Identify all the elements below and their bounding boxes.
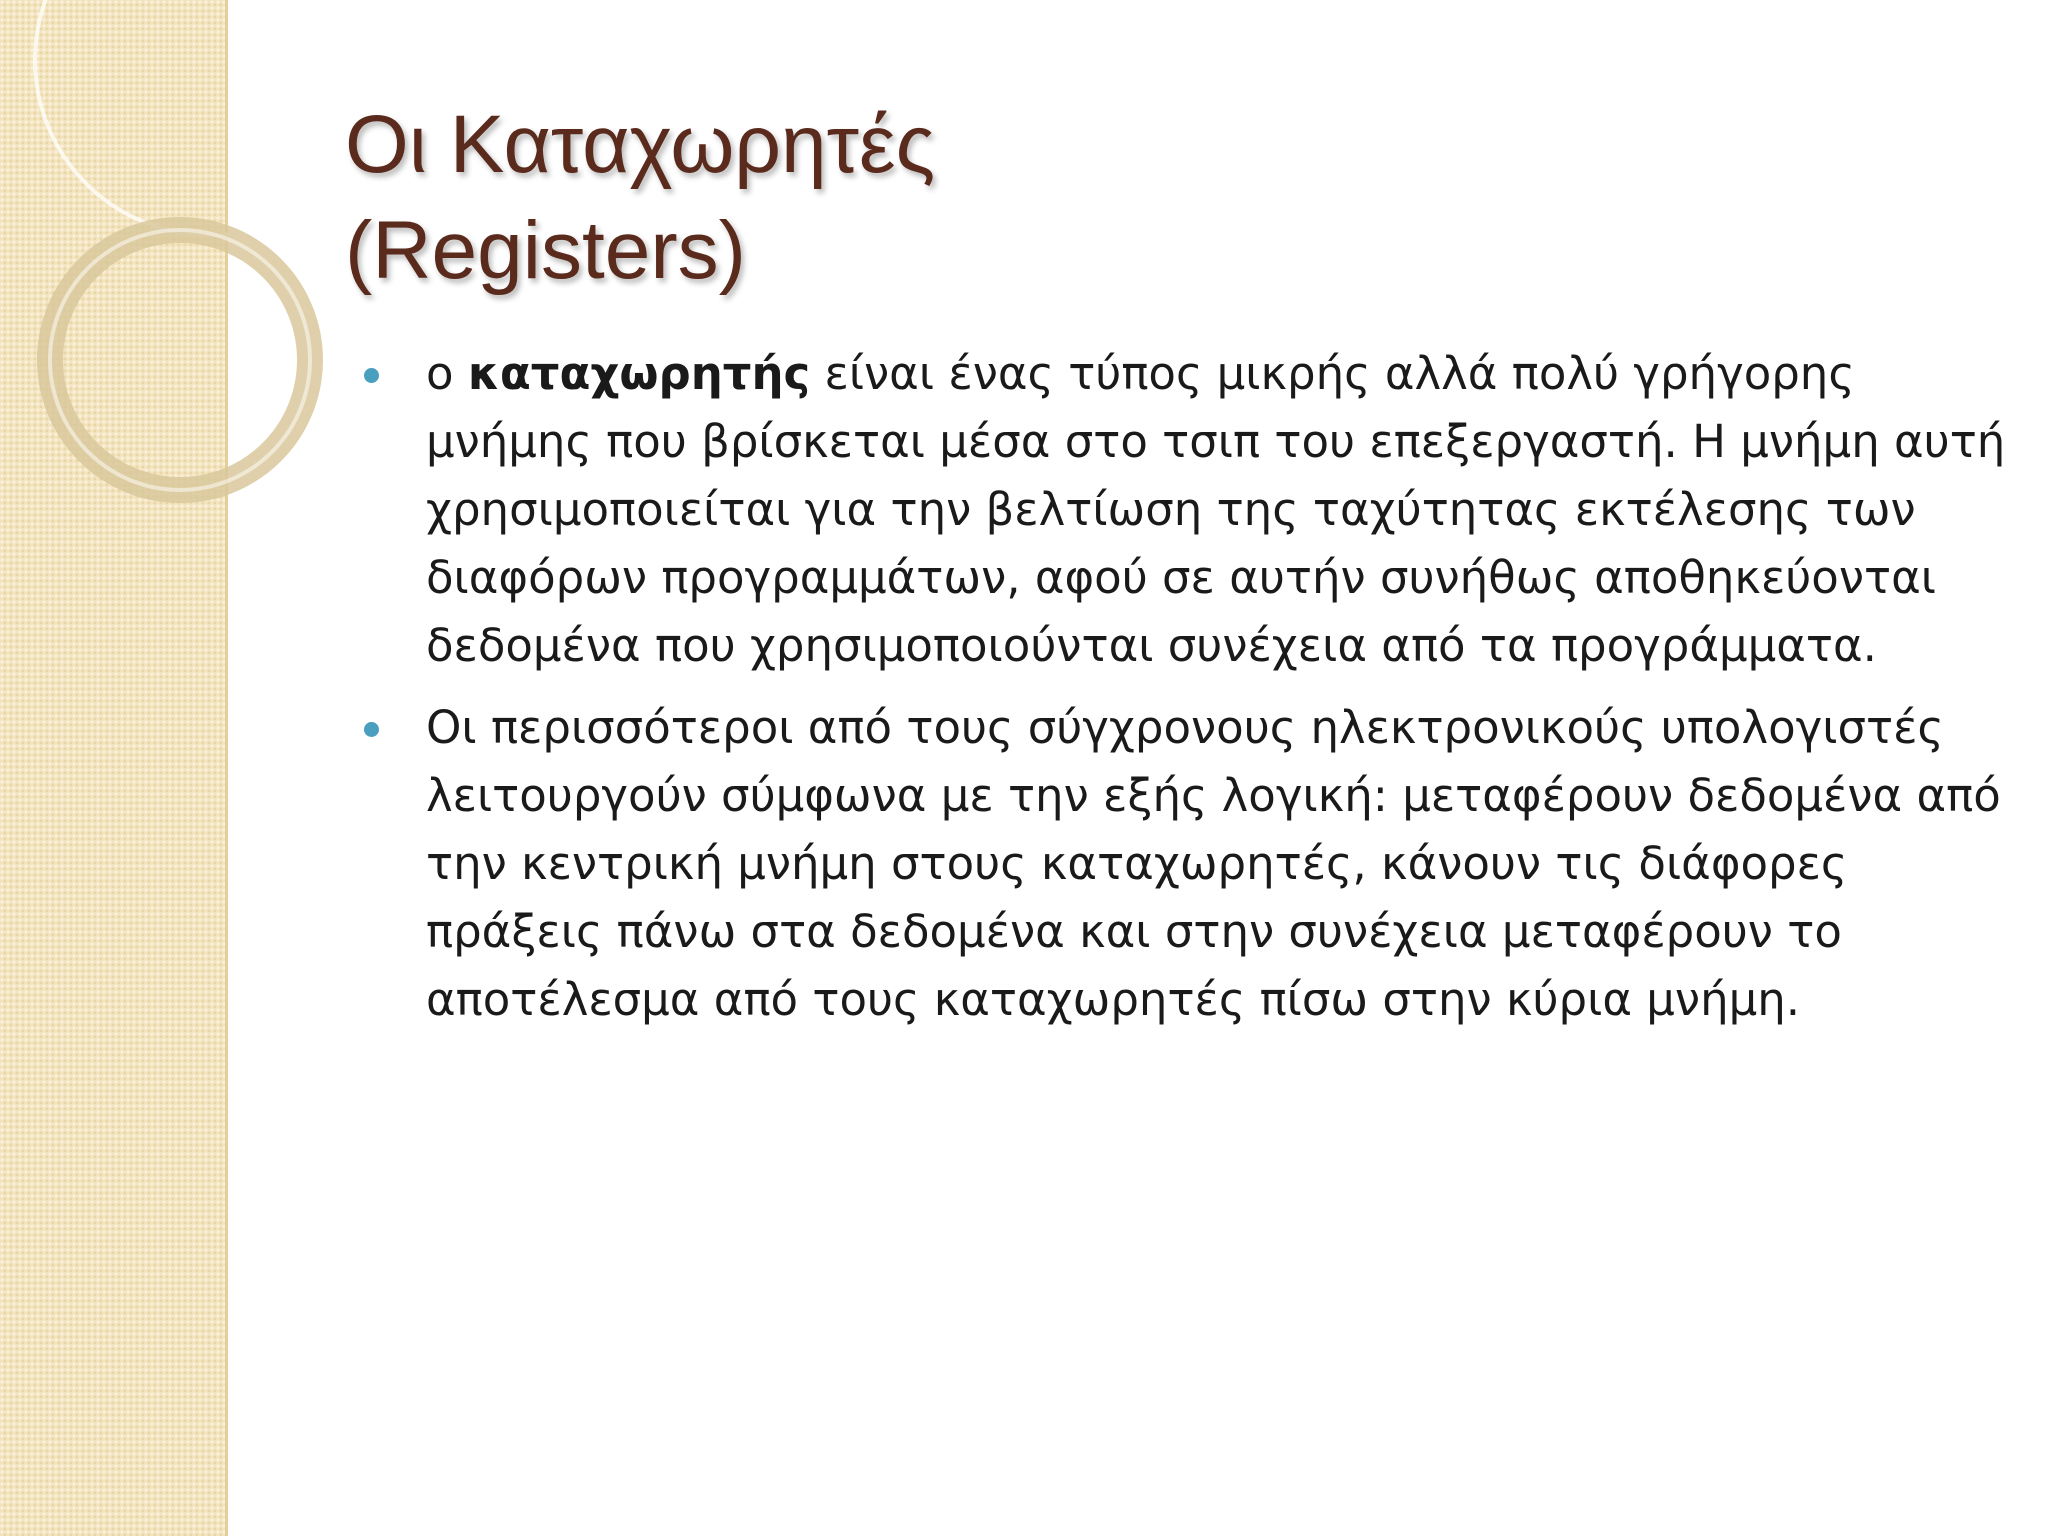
bullet-1-text: είναι ένας τύπος μικρής αλλά πολύ γρήγορης μνήμης που βρίσκεται μέσα στο τσιπ του επεξεργαστή. Η μνήμη αυτή χρησιμοποιείται για την βελτίωση της ταχύτητας εκτέλεσης των διαφόρων προγραμμάτων, αφού σε αυτήν συνήθως αποθηκεύονται δεδομένα που χρησιμοποιούνται συνέχεια από τα προγράμματα. xyxy=(426,347,2006,672)
bullet-dot-icon xyxy=(364,722,379,737)
slide-title-line-2: (Registers) xyxy=(345,205,746,296)
slide-title xyxy=(345,92,1745,304)
bullet-1-bold-term: καταχωρητής xyxy=(467,347,811,400)
bullet-item-2 xyxy=(360,694,2010,1034)
bullet-list xyxy=(360,340,2010,1048)
bullet-dot-icon xyxy=(364,368,379,383)
bullet-1-prefix: ο xyxy=(426,347,468,400)
bullet-item-1 xyxy=(360,340,2010,680)
slide-title-line-1: Οι Καταχωρητές xyxy=(345,99,936,190)
bullet-2-text: Οι περισσότεροι από τους σύγχρονους ηλεκτρονικούς υπολογιστές λειτουργούν σύμφωνα με την εξής λογική: μεταφέρουν δεδομένα από την κεντρική μνήμη στους καταχωρητές, κάνουν τις διάφορες πράξεις πάνω στα δεδομένα και στην συνέχεια μεταφέρουν το αποτέλεσμα από τους καταχωρητές πίσω στην κύρια μνήμη. xyxy=(426,701,2001,1026)
